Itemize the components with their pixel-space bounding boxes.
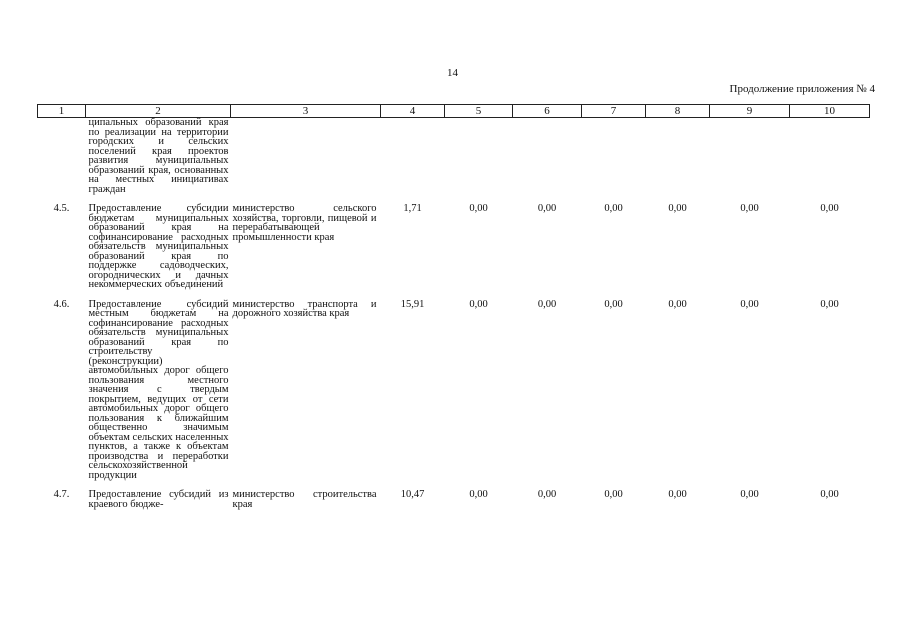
table-row xyxy=(38,204,870,290)
row-value: 0,00 xyxy=(668,489,687,500)
row-number: 4.7. xyxy=(53,489,70,500)
row-value: 0,00 xyxy=(668,298,687,310)
row-value: 0,00 xyxy=(820,298,839,310)
page-number: 14 xyxy=(447,67,458,79)
row-value xyxy=(381,118,445,195)
row-value: 0,00 xyxy=(469,298,488,310)
row-value: 0,00 xyxy=(604,203,623,214)
row-value: 0,00 xyxy=(820,489,839,500)
row-number: 4.6. xyxy=(53,298,70,310)
row-responsible: министерство сельского хозяйства, торговли, пищевой и перерабатывающей промышленности края xyxy=(232,203,377,243)
header-row xyxy=(38,105,870,118)
column-header: 4 xyxy=(381,105,445,118)
column-header: 2 xyxy=(86,105,231,118)
row-value xyxy=(582,118,646,195)
row-description: Предоставление субсидии бюджетам муниципальных образований края на софинансирование расходных обязательств муниципальных образований края по поддержке садоводческих, огороднических и дачных некоммерческих объединений xyxy=(88,203,229,290)
row-value: 0,00 xyxy=(604,298,623,310)
column-header: 6 xyxy=(513,105,582,118)
column-header: 9 xyxy=(710,105,790,118)
row-value: 10,47 xyxy=(400,489,425,500)
row-description: Предоставление субсидий местным бюджетам на софинансирование расходных обязательств муниципальных образований края по строительству (реконструкции) автомобильных дорог общего пользования местного значения с твердым покрытием, ведущих от сети автомобильных дорог общего пользования к ближайшим общественно значимым объектам сельских населенных пунктов, а также к объектам производства и переработки сельскохозяйственной продукции xyxy=(88,298,229,481)
column-header: 8 xyxy=(646,105,710,118)
row-value: 0,00 xyxy=(820,203,839,214)
row-description: Предоставление субсидий из краевого бюдже- xyxy=(88,489,229,510)
row-value xyxy=(445,118,513,195)
table-row xyxy=(38,300,870,481)
column-header: 10 xyxy=(790,105,870,118)
row-value: 0,00 xyxy=(604,489,623,500)
row-responsible: министерство транспорта и дорожного хозяйства края xyxy=(232,298,377,319)
column-header: 1 xyxy=(38,105,86,118)
row-value: 0,00 xyxy=(668,203,687,214)
row-number xyxy=(38,118,86,195)
column-header: 3 xyxy=(231,105,381,118)
row-value: 0,00 xyxy=(537,489,557,500)
row-value xyxy=(513,118,582,195)
row-value xyxy=(790,118,870,195)
row-responsible xyxy=(231,118,381,195)
row-description: ципальных образований края по реализации на территории городских и сельских поселений края проектов развития муниципальных образований края, основанных на местных инициативах граждан xyxy=(88,117,229,195)
row-value: 0,00 xyxy=(740,203,759,214)
table-row xyxy=(38,490,870,509)
row-value: 0,00 xyxy=(740,298,759,310)
row-value: 0,00 xyxy=(537,298,557,310)
row-value: 0,00 xyxy=(469,489,488,500)
continuation-label: Продолжение приложения № 4 xyxy=(729,83,875,95)
row-value: 0,00 xyxy=(469,203,488,214)
row-number: 4.5. xyxy=(53,203,70,214)
column-header: 7 xyxy=(582,105,646,118)
column-header: 5 xyxy=(445,105,513,118)
row-value xyxy=(710,118,790,195)
subsidy-table xyxy=(37,104,870,509)
row-value: 1,71 xyxy=(403,203,422,214)
row-value: 0,00 xyxy=(740,489,759,500)
row-value xyxy=(646,118,710,195)
table-row xyxy=(38,118,870,195)
row-value: 0,00 xyxy=(537,203,557,214)
row-responsible: министерство строительства края xyxy=(232,489,377,510)
row-value: 15,91 xyxy=(400,298,425,310)
